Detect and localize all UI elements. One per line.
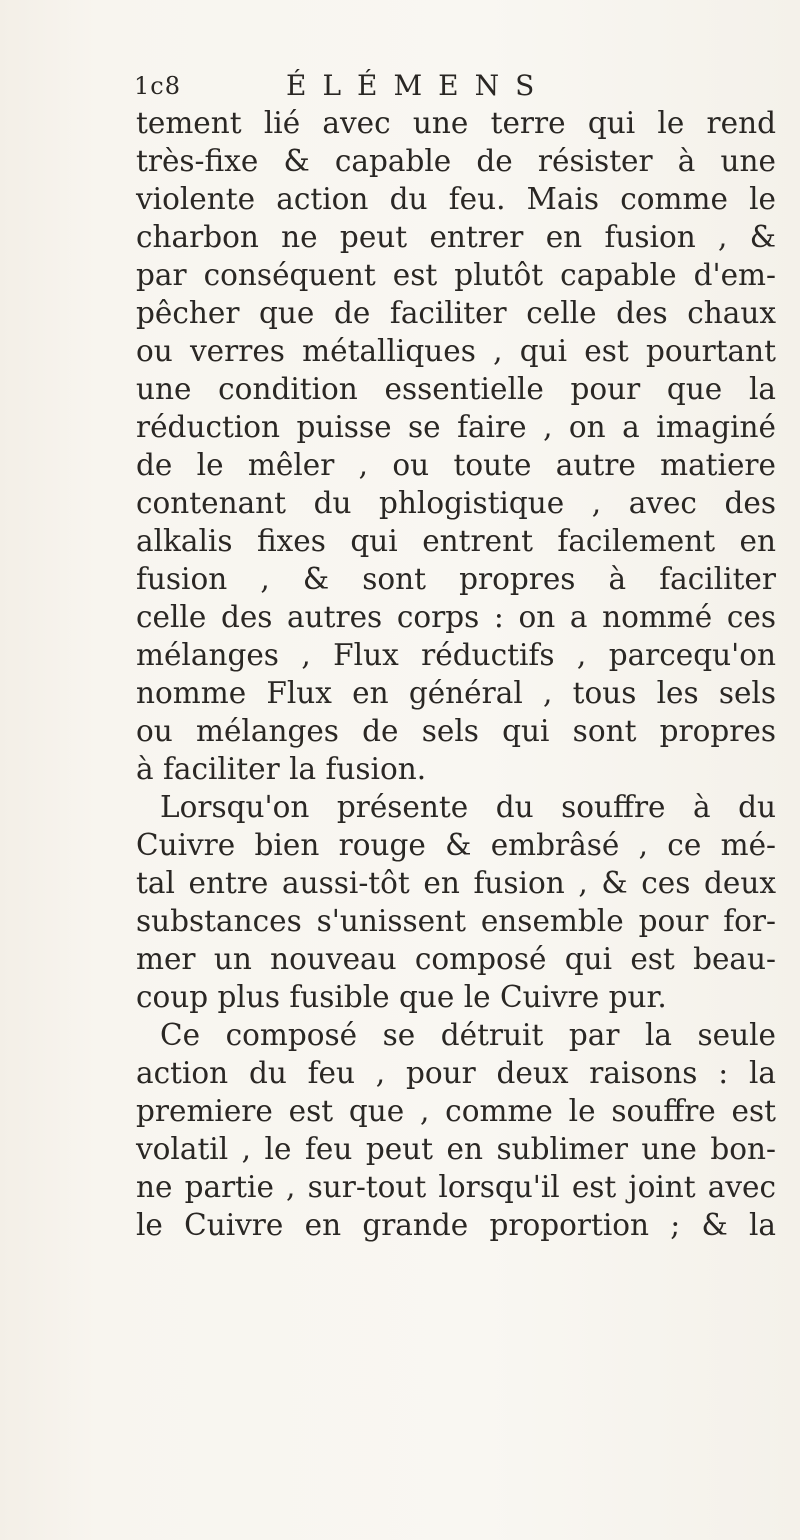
text-line: réduction puisse se faire , on a imaginé <box>136 410 776 444</box>
text-line: premiere est que , comme le souffre est <box>136 1094 776 1128</box>
paragraph-end-line: à faciliter la fusion. <box>136 752 427 786</box>
text-line: par conséquent est plutôt capable d'em- <box>136 258 776 292</box>
text-line: volatil , le feu peut en sublimer une bon- <box>136 1132 776 1166</box>
paragraph-start-line: Ce composé se détruit par la seule <box>160 1018 776 1052</box>
text-line: mer un nouveau composé qui est beau- <box>136 942 776 976</box>
text-line: tement lié avec une terre qui le rend <box>136 106 776 140</box>
text-line: fusion , & sont propres à faciliter <box>136 562 776 596</box>
text-line: ou mélanges de sels qui sont propres <box>136 714 776 748</box>
page-number: 1c8 <box>134 72 181 100</box>
text-line: très-fixe & capable de résister à une <box>136 144 776 178</box>
text-line: contenant du phlogistique , avec des <box>136 486 776 520</box>
text-line: pêcher que de faciliter celle des chaux <box>136 296 776 330</box>
text-line: celle des autres corps : on a nommé ces <box>136 600 776 634</box>
text-line: substances s'unissent ensemble pour for- <box>136 904 776 938</box>
text-line: action du feu , pour deux raisons : la <box>136 1056 776 1090</box>
text-line: ou verres métalliques , qui est pourtant <box>136 334 776 368</box>
text-line: mélanges , Flux réductifs , parcequ'on <box>136 638 776 672</box>
text-line: alkalis fixes qui entrent facilement en <box>136 524 776 558</box>
text-line: charbon ne peut entrer en fusion , & <box>136 220 776 254</box>
text-line: violente action du feu. Mais comme le <box>136 182 776 216</box>
text-line: tal entre aussi-tôt en fusion , & ces deux <box>136 866 776 900</box>
text-line: de le mêler , ou toute autre matiere <box>136 448 776 482</box>
text-line: une condition essentielle pour que la <box>136 372 776 406</box>
body-text <box>136 104 776 1244</box>
running-title: ÉLÉMENS <box>286 69 551 102</box>
paragraph-start-line: Lorsqu'on présente du souffre à du <box>160 790 776 824</box>
text-line: ne partie , sur-tout lorsqu'il est joint avec <box>136 1170 776 1204</box>
text-line: le Cuivre en grande proportion ; & la <box>136 1208 776 1242</box>
page-header <box>134 66 694 106</box>
text-line: nomme Flux en général , tous les sels <box>136 676 776 710</box>
text-line: Cuivre bien rouge & embrâsé , ce mé- <box>136 828 776 862</box>
paragraph-end-line: coup plus fusible que le Cuivre pur. <box>136 980 667 1014</box>
